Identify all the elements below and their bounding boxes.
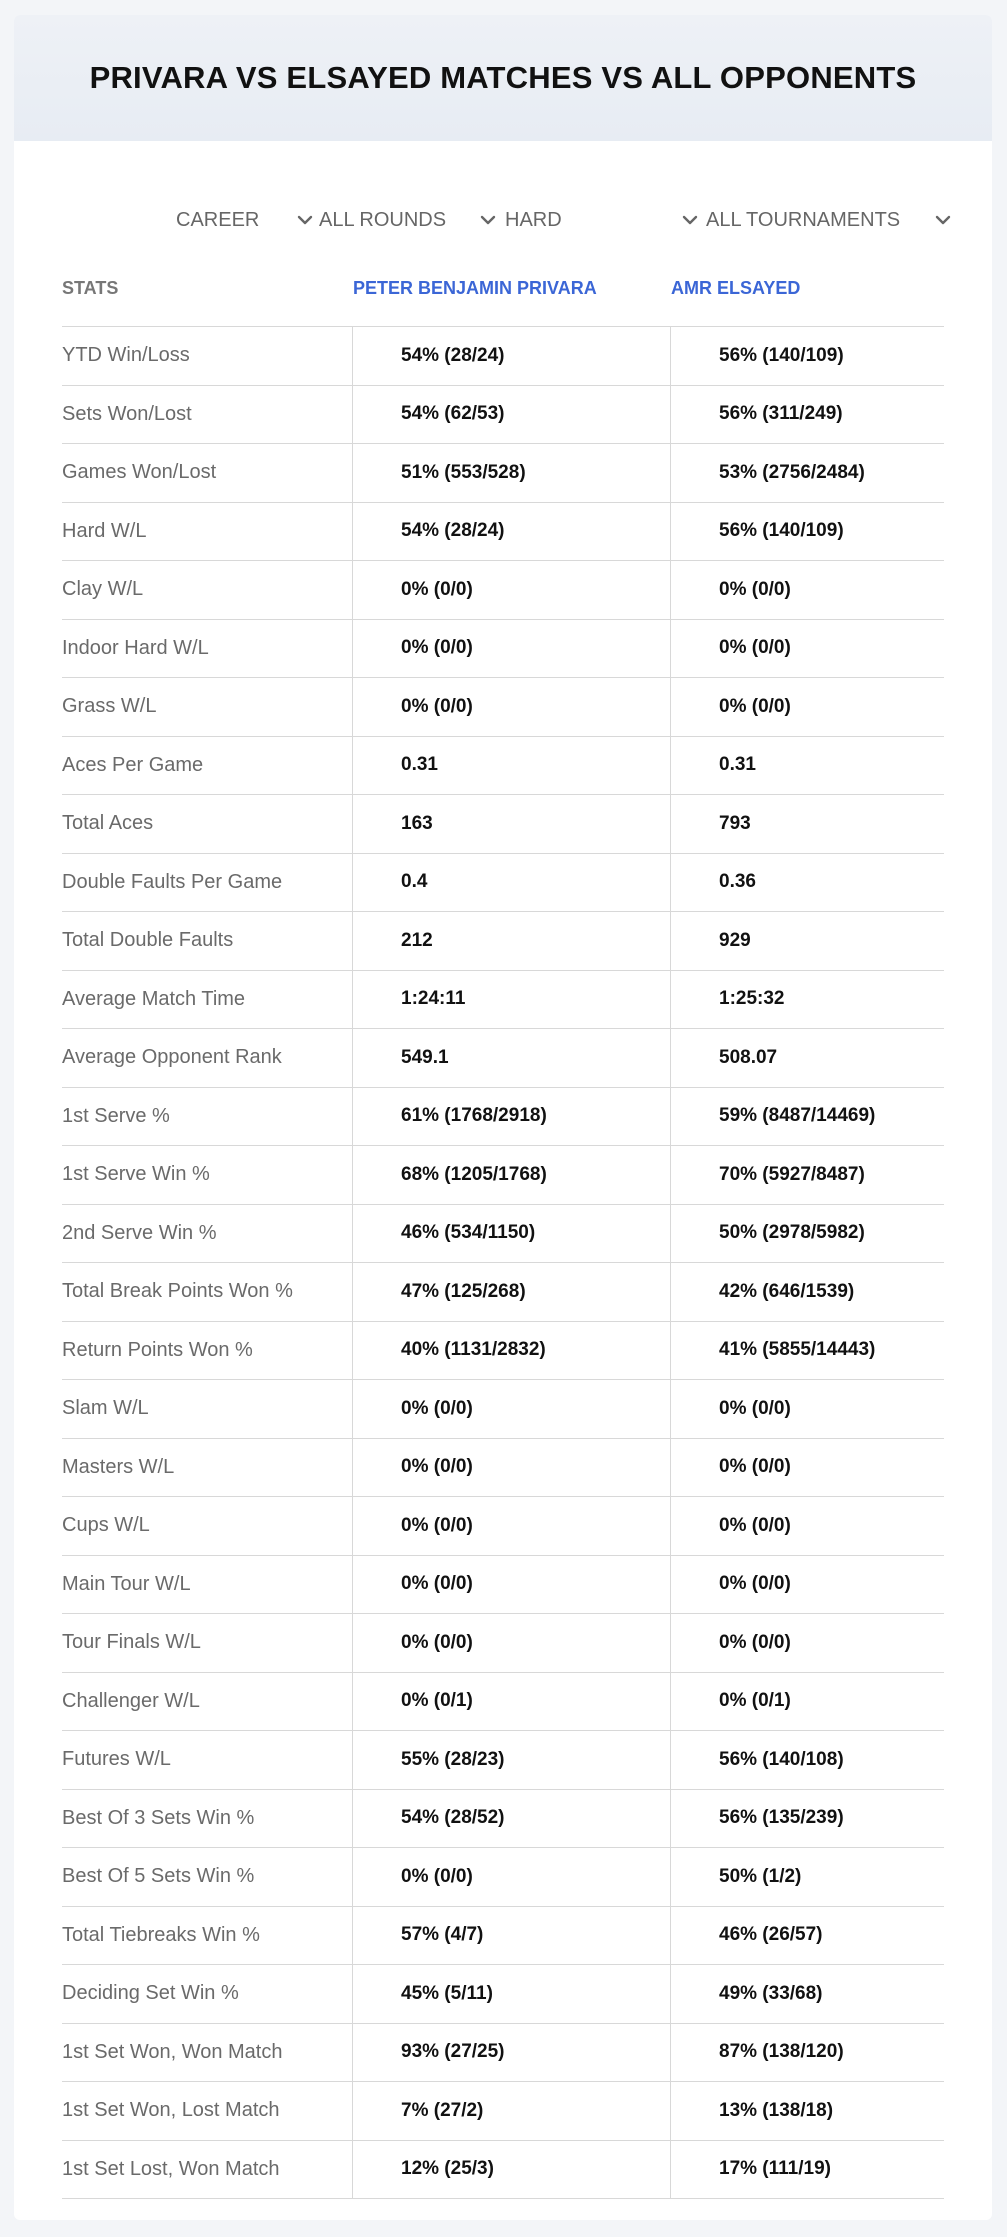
stat-label: Hard W/L — [62, 519, 147, 542]
player2-stat-value: 56% (140/109) — [670, 327, 944, 385]
career-filter-value: CAREER — [176, 208, 260, 231]
player2-stat-value: 50% (1/2) — [670, 1848, 944, 1906]
player1-stat-value: 0.31 — [352, 737, 670, 795]
table-row — [62, 1497, 944, 1556]
stat-label: Sets Won/Lost — [62, 402, 192, 425]
table-row — [62, 1263, 944, 1322]
table-row — [62, 503, 944, 562]
surface-filter-select[interactable] — [505, 190, 705, 250]
table-row — [62, 1088, 944, 1147]
table-row — [62, 1790, 944, 1849]
table-row — [62, 2082, 944, 2141]
player1-stat-value: 54% (28/52) — [352, 1790, 670, 1848]
table-row — [62, 678, 944, 737]
player1-stat-value: 212 — [352, 912, 670, 970]
player1-stat-value: 0% (0/0) — [352, 1614, 670, 1672]
stat-label: Average Opponent Rank — [62, 1046, 282, 1069]
player2-stat-value: 46% (26/57) — [670, 1907, 944, 1965]
player1-stat-value: 54% (62/53) — [352, 386, 670, 444]
player2-stat-value: 53% (2756/2484) — [670, 444, 944, 502]
player2-stat-value: 59% (8487/14469) — [670, 1088, 944, 1146]
table-row — [62, 1731, 944, 1790]
stat-label: Grass W/L — [62, 695, 157, 718]
stat-label: Cups W/L — [62, 1514, 150, 1537]
rounds-filter-select[interactable] — [319, 190, 499, 250]
filter-bar — [14, 190, 992, 250]
stat-label: Main Tour W/L — [62, 1572, 191, 1595]
player2-stat-value: 0% (0/0) — [670, 1556, 944, 1614]
table-row — [62, 1322, 944, 1381]
table-row — [62, 1029, 944, 1088]
table-row — [62, 912, 944, 971]
player1-stat-value: 7% (27/2) — [352, 2082, 670, 2140]
stat-label: Total Double Faults — [62, 929, 234, 952]
table-row — [62, 1965, 944, 2024]
player1-stat-value: 0% (0/0) — [352, 620, 670, 678]
player2-stat-value: 0% (0/0) — [670, 1380, 944, 1438]
player1-stat-value: 12% (25/3) — [352, 2141, 670, 2199]
player2-stat-value: 56% (135/239) — [670, 1790, 944, 1848]
stat-label: 1st Set Lost, Won Match — [62, 2157, 280, 2180]
player1-stat-value: 0% (0/0) — [352, 1848, 670, 1906]
player2-stat-value: 0% (0/0) — [670, 1497, 944, 1555]
card-header — [14, 15, 992, 141]
player2-stat-value: 0% (0/1) — [670, 1673, 944, 1731]
player1-stat-value: 0.4 — [352, 854, 670, 912]
chevron-down-icon — [479, 211, 497, 229]
stat-label: 2nd Serve Win % — [62, 1221, 217, 1244]
player1-stat-value: 0% (0/0) — [352, 1556, 670, 1614]
stat-label: Futures W/L — [62, 1748, 171, 1771]
stat-label: Indoor Hard W/L — [62, 636, 209, 659]
player1-stat-value: 0% (0/0) — [352, 678, 670, 736]
table-row — [62, 620, 944, 679]
player1-stat-value: 54% (28/24) — [352, 327, 670, 385]
table-row — [62, 1848, 944, 1907]
table-row — [62, 854, 944, 913]
player2-stat-value: 56% (311/249) — [670, 386, 944, 444]
stat-label: Challenger W/L — [62, 1689, 200, 1712]
stat-label: Clay W/L — [62, 578, 144, 601]
table-row — [62, 1556, 944, 1615]
stat-label: 1st Set Won, Won Match — [62, 2040, 283, 2063]
stat-label: Double Faults Per Game — [62, 870, 283, 893]
stats-card — [14, 15, 992, 2220]
player1-stat-value: 68% (1205/1768) — [352, 1146, 670, 1204]
table-row — [62, 1673, 944, 1732]
table-row — [62, 795, 944, 854]
player2-stat-value: 0.31 — [670, 737, 944, 795]
table-row — [62, 737, 944, 796]
table-row — [62, 561, 944, 620]
player1-stat-value: 93% (27/25) — [352, 2024, 670, 2082]
player2-stat-value: 0% (0/0) — [670, 561, 944, 619]
player2-stat-value: 13% (138/18) — [670, 2082, 944, 2140]
player1-stat-value: 40% (1131/2832) — [352, 1322, 670, 1380]
player1-stat-value: 57% (4/7) — [352, 1907, 670, 1965]
player2-stat-value: 0% (0/0) — [670, 1439, 944, 1497]
tournaments-filter-select[interactable] — [706, 190, 956, 250]
stat-label: YTD Win/Loss — [62, 344, 190, 367]
player1-stat-value: 51% (553/528) — [352, 444, 670, 502]
player2-stat-value: 50% (2978/5982) — [670, 1205, 944, 1263]
chevron-down-icon — [934, 211, 952, 229]
stat-label: Total Tiebreaks Win % — [62, 1923, 260, 1946]
player2-stat-value: 0.36 — [670, 854, 944, 912]
player2-stat-value: 70% (5927/8487) — [670, 1146, 944, 1204]
table-row — [62, 1907, 944, 1966]
stat-label: Games Won/Lost — [62, 461, 217, 484]
stat-label: Masters W/L — [62, 1455, 175, 1478]
player1-stat-value: 549.1 — [352, 1029, 670, 1087]
stats-table — [62, 250, 944, 2199]
player2-stat-value: 0% (0/0) — [670, 678, 944, 736]
stat-label: Best Of 3 Sets Win % — [62, 1806, 255, 1829]
player1-column-header[interactable]: PETER BENJAMIN PRIVARA — [353, 278, 597, 298]
table-row — [62, 2024, 944, 2083]
player1-stat-value: 0% (0/0) — [352, 1380, 670, 1438]
table-row — [62, 971, 944, 1030]
player1-stat-value: 47% (125/268) — [352, 1263, 670, 1321]
stat-label: 1st Serve % — [62, 1104, 170, 1127]
player2-stat-value: 17% (111/19) — [670, 2141, 944, 2199]
player2-stat-value: 0% (0/0) — [670, 1614, 944, 1672]
stat-label: Total Aces — [62, 812, 154, 835]
chevron-down-icon — [296, 211, 314, 229]
player1-stat-value: 1:24:11 — [352, 971, 670, 1029]
player2-stat-value: 42% (646/1539) — [670, 1263, 944, 1321]
stat-label: Best Of 5 Sets Win % — [62, 1865, 255, 1888]
player2-stat-value: 87% (138/120) — [670, 2024, 944, 2082]
player1-stat-value: 0% (0/1) — [352, 1673, 670, 1731]
table-body — [62, 327, 944, 2199]
player1-stat-value: 54% (28/24) — [352, 503, 670, 561]
player1-stat-value: 46% (534/1150) — [352, 1205, 670, 1263]
player2-stat-value: 1:25:32 — [670, 971, 944, 1029]
table-row — [62, 1205, 944, 1264]
table-row — [62, 444, 944, 503]
player2-stat-value: 0% (0/0) — [670, 620, 944, 678]
player2-stat-value: 56% (140/108) — [670, 1731, 944, 1789]
player2-stat-value: 56% (140/109) — [670, 503, 944, 561]
player1-stat-value: 61% (1768/2918) — [352, 1088, 670, 1146]
stat-label: Return Points Won % — [62, 1338, 253, 1361]
career-filter-select[interactable] — [176, 190, 316, 250]
stat-label: Deciding Set Win % — [62, 1982, 239, 2005]
stats-column-header: STATS — [62, 278, 119, 298]
stat-label: 1st Set Won, Lost Match — [62, 2099, 280, 2122]
stat-label: Slam W/L — [62, 1397, 149, 1420]
player2-stat-value: 49% (33/68) — [670, 1965, 944, 2023]
player2-stat-value: 508.07 — [670, 1029, 944, 1087]
stat-label: Aces Per Game — [62, 753, 204, 776]
player1-stat-value: 0% (0/0) — [352, 1439, 670, 1497]
player2-column-header[interactable]: AMR ELSAYED — [671, 278, 801, 298]
stat-label: Tour Finals W/L — [62, 1631, 201, 1654]
table-row — [62, 2141, 944, 2200]
tournaments-filter-value: ALL TOURNAMENTS — [706, 208, 901, 231]
table-row — [62, 327, 944, 386]
player2-stat-value: 929 — [670, 912, 944, 970]
player1-stat-value: 163 — [352, 795, 670, 853]
table-row — [62, 1146, 944, 1205]
chevron-down-icon — [681, 211, 699, 229]
table-row — [62, 1614, 944, 1673]
table-row — [62, 1380, 944, 1439]
stat-label: Total Break Points Won % — [62, 1280, 293, 1303]
player2-stat-value: 793 — [670, 795, 944, 853]
table-row — [62, 386, 944, 445]
player1-stat-value: 55% (28/23) — [352, 1731, 670, 1789]
player1-stat-value: 0% (0/0) — [352, 1497, 670, 1555]
page-title: PRIVARA VS ELSAYED MATCHES VS ALL OPPONENTS — [89, 60, 917, 95]
table-header — [62, 250, 944, 327]
player1-stat-value: 0% (0/0) — [352, 561, 670, 619]
stat-label: 1st Serve Win % — [62, 1163, 210, 1186]
table-row — [62, 1439, 944, 1498]
rounds-filter-value: ALL ROUNDS — [319, 208, 447, 231]
surface-filter-value: HARD — [505, 208, 562, 231]
player2-stat-value: 41% (5855/14443) — [670, 1322, 944, 1380]
stat-label: Average Match Time — [62, 987, 246, 1010]
player1-stat-value: 45% (5/11) — [352, 1965, 670, 2023]
